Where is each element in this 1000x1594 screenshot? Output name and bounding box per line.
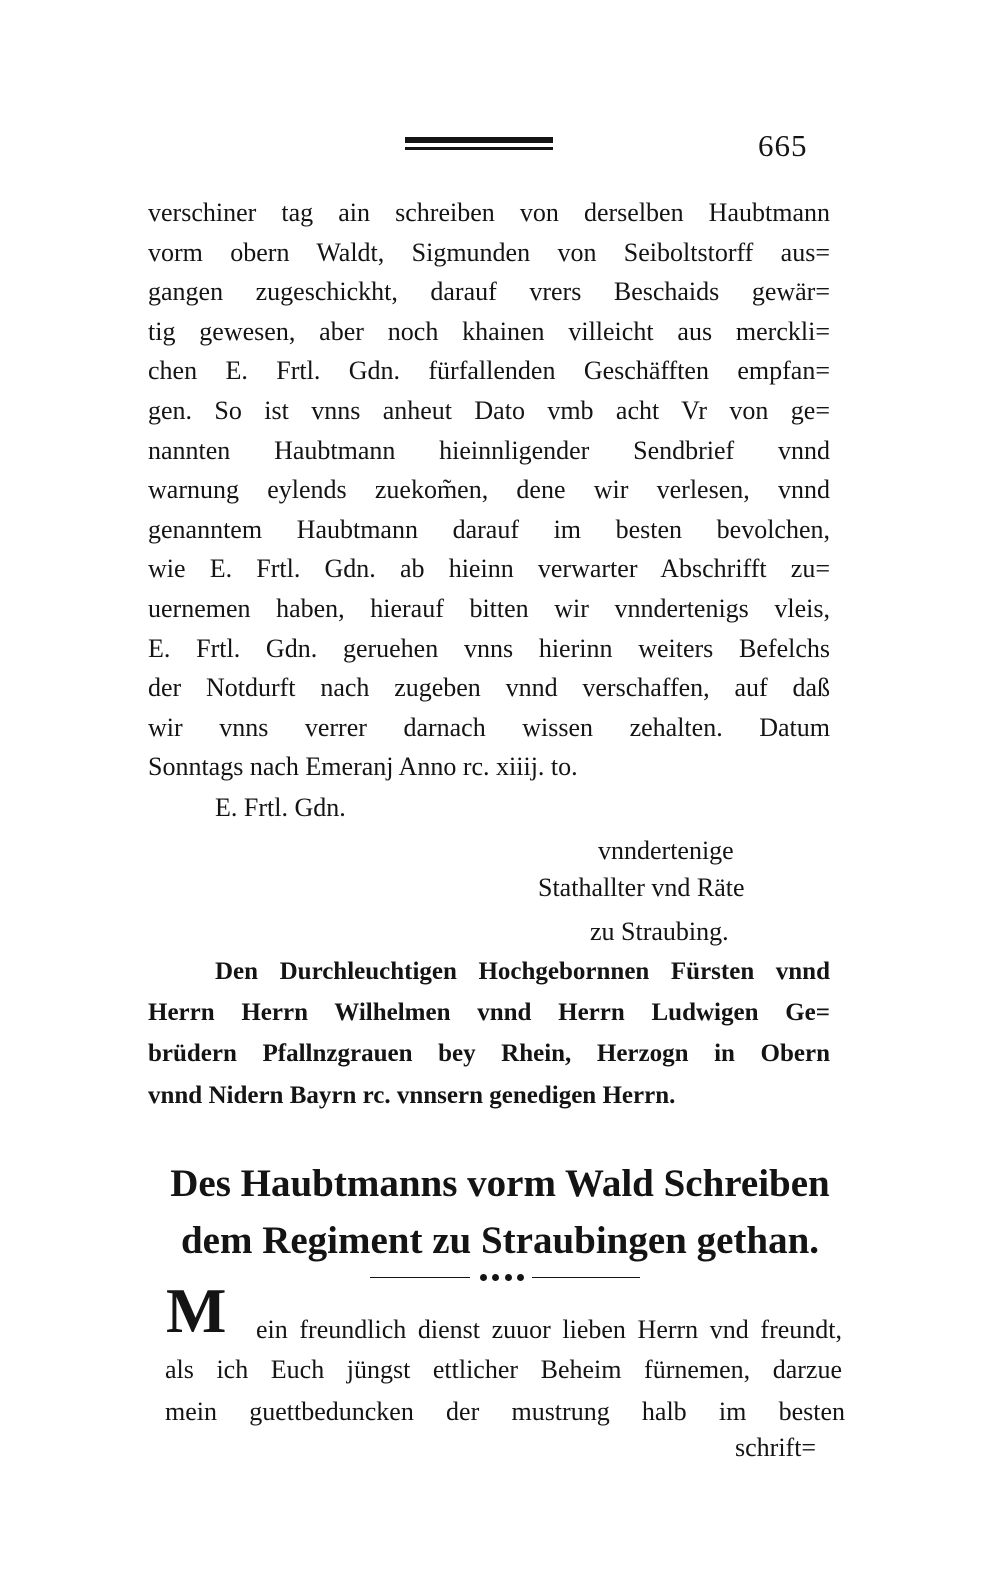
letter-line: chen E. Frtl. Gdn. fürfallenden Geschäfften empfan=	[148, 356, 830, 386]
next-letter-line: ein freundlich dienst zuuor lieben Herrn vnd freundt,	[256, 1315, 842, 1344]
divider-dot	[517, 1274, 524, 1281]
divider-dot	[505, 1274, 512, 1281]
letter-line: wie E. Frtl. Gdn. ab hieinn verwarter Abschrifft zu=	[148, 554, 830, 584]
letter-line: genanntem Haubtmann darauf im besten bevolchen,	[148, 514, 830, 544]
divider-dot	[492, 1274, 499, 1281]
letter-line-dateline: Sonntags nach Emeranj Anno rc. xiiij. to.	[148, 752, 578, 782]
catchword: schrift=	[735, 1433, 817, 1462]
letter-line: uernemen haben, hierauf bitten wir vnndertenigs vleis,	[148, 593, 830, 623]
address-line: Herrn Herrn Wilhelmen vnnd Herrn Ludwigen Ge=	[148, 999, 830, 1026]
signature-line: Stathallter vnd Räte	[538, 873, 745, 902]
address-line: vnnd Nidern Bayrn rc. vnnsern genedigen Herrn.	[148, 1082, 676, 1109]
letter-line: gangen zugeschickht, darauf vrers Beschaids gewär=	[148, 277, 830, 307]
signature-line: zu Straubing.	[590, 917, 729, 946]
divider-rule-left	[370, 1277, 470, 1278]
closing-salutation: E. Frtl. Gdn.	[215, 793, 346, 822]
page-number: 665	[758, 128, 808, 163]
section-heading-line: dem Regiment zu Straubingen gethan.	[180, 1219, 820, 1262]
letter-line: gen. So ist vnns anheut Dato vmb acht Vr von ge=	[148, 395, 830, 425]
header-double-rule	[405, 137, 553, 150]
letter-line: verschiner tag ain schreiben von derselben Haubtmann	[148, 198, 830, 227]
divider-dots	[480, 1274, 524, 1282]
section-heading-line: Des Haubtmanns vorm Wald Schreiben	[170, 1162, 830, 1205]
letter-line: wir vnns verrer darnach wissen zehalten. Datum	[148, 712, 830, 742]
next-letter-line: als ich Euch jüngst ettlicher Beheim fürnemen, darzue	[165, 1355, 842, 1384]
ornamental-divider	[370, 1271, 640, 1285]
letter-line: vorm obern Waldt, Sigmunden von Seiboltstorff aus=	[148, 237, 830, 267]
letter-line: der Notdurft nach zugeben vnnd verschaffen, auf daß	[148, 673, 830, 703]
letter-line: E. Frtl. Gdn. geruehen vnns hierinn weiters Befelchs	[148, 633, 830, 663]
letter-line: tig gewesen, aber noch khainen villeicht aus merckli=	[148, 316, 830, 346]
address-line: brüdern Pfallnzgrauen bey Rhein, Herzogn in Obern	[148, 1040, 830, 1067]
drop-cap-initial: M	[166, 1275, 227, 1346]
address-line: Den Durchleuchtigen Hochgebornnen Fürsten vnnd	[215, 958, 830, 985]
letter-line: warnung eylends zuekom̃en, dene wir verlesen, vnnd	[148, 475, 830, 505]
letter-line: nannten Haubtmann hieinnligender Sendbrief vnnd	[148, 435, 830, 465]
letter-body	[148, 195, 830, 789]
signature-line: vnndertenige	[598, 836, 734, 865]
next-letter-line: mein guettbeduncken der mustrung halb im besten	[165, 1397, 845, 1426]
divider-dot	[480, 1274, 487, 1281]
divider-rule-right	[532, 1277, 640, 1278]
